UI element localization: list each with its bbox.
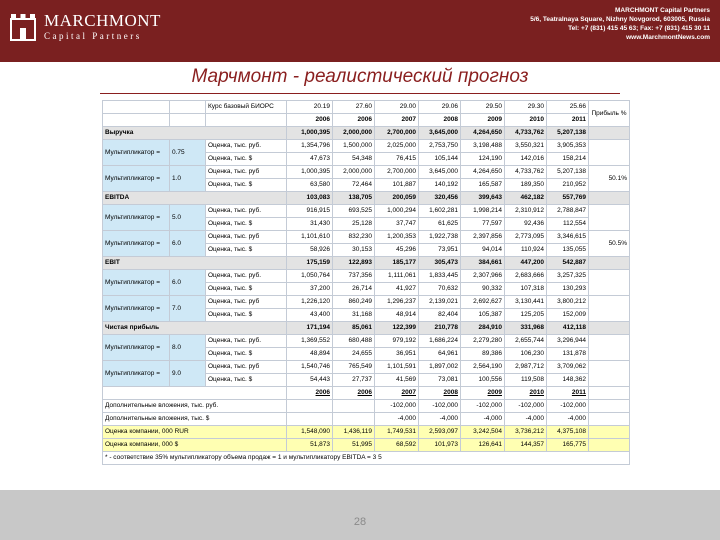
logo [10, 12, 161, 42]
contact-line: Tel: +7 (831) 415 45 63; Fax: +7 (831) 415 30 11 [568, 25, 710, 32]
valuation-value: 2,700,000 [375, 166, 419, 179]
cell [589, 322, 630, 335]
summary-year-row [103, 387, 630, 400]
growth-header: Прибыль % [589, 101, 630, 127]
valuation-value: 1,922,738 [419, 231, 461, 244]
metric-value: 412,118 [547, 322, 589, 335]
valuation-value: 189,350 [505, 179, 547, 192]
valuation-value: 130,293 [547, 283, 589, 296]
metric-value: 103,083 [287, 192, 333, 205]
metric-value: 210,778 [419, 322, 461, 335]
valuation-value: 1,354,796 [287, 140, 333, 153]
valuation-value: 135,055 [547, 244, 589, 257]
valuation-value: 107,318 [505, 283, 547, 296]
summary-value: -102,000 [547, 400, 589, 413]
valuation-value: 1,101,591 [375, 361, 419, 374]
metric-value: 557,769 [547, 192, 589, 205]
valuation-value: 2,692,627 [461, 296, 505, 309]
valuation-table [102, 100, 630, 465]
valuation-value: 70,632 [419, 283, 461, 296]
valuation-value: 64,961 [419, 348, 461, 361]
castle-icon [10, 13, 36, 41]
metric-value: 399,643 [461, 192, 505, 205]
growth-value [589, 296, 630, 322]
valuation-desc: Оценка, тыс. $ [206, 283, 287, 296]
metric-value: 85,061 [333, 322, 375, 335]
valuation-value: 54,443 [287, 374, 333, 387]
valuation-value: 916,915 [287, 205, 333, 218]
metric-value: 2,000,000 [333, 127, 375, 140]
valuation-value: 1,500,000 [333, 140, 375, 153]
valuation-value: 100,556 [461, 374, 505, 387]
valuation-value: 3,130,441 [505, 296, 547, 309]
valuation-value: 979,192 [375, 335, 419, 348]
valuation-value: 30,153 [333, 244, 375, 257]
metric-row [103, 127, 630, 140]
summary-value: -102,000 [505, 400, 547, 413]
valuation-value: 2,753,750 [419, 140, 461, 153]
multiplier-label: Мультипликатор = [103, 231, 170, 257]
summary-value: 4,375,108 [547, 426, 589, 439]
valuation-value: 3,645,000 [419, 166, 461, 179]
metric-value: 3,645,000 [419, 127, 461, 140]
footnote-row [103, 452, 630, 465]
metric-value: 175,159 [287, 257, 333, 270]
multiplier-label: Мультипликатор = [103, 361, 170, 387]
metric-value: 122,893 [333, 257, 375, 270]
multiplier-label: Мультипликатор = [103, 296, 170, 322]
valuation-value: 3,800,212 [547, 296, 589, 309]
valuation-value: 26,714 [333, 283, 375, 296]
summary-value: -4,000 [461, 413, 505, 426]
cell [589, 257, 630, 270]
summary-value [333, 400, 375, 413]
cell [206, 114, 287, 127]
valuation-desc: Оценка, тыс. руб. [206, 140, 287, 153]
cell [589, 192, 630, 205]
valuation-value: 3,257,325 [547, 270, 589, 283]
valuation-value: 210,952 [547, 179, 589, 192]
metric-value: 447,200 [505, 257, 547, 270]
metric-value: 138,705 [333, 192, 375, 205]
contact-line: www.MarchmontNews.com [626, 34, 710, 41]
multiplier-label: Мультипликатор = [103, 205, 170, 231]
multiplier-label: Мультипликатор = [103, 270, 170, 296]
year-header-row [103, 114, 630, 127]
metric-label: Чистая прибыль [103, 322, 287, 335]
year-header: 2007 [375, 114, 419, 127]
valuation-value: 48,894 [287, 348, 333, 361]
summary-label: Оценка компании, 000 RUR [103, 426, 287, 439]
rate-label: Курс базовый БИОРС [206, 101, 287, 114]
valuation-value: 2,788,847 [547, 205, 589, 218]
valuation-desc: Оценка, тыс. $ [206, 218, 287, 231]
year-header: 2009 [461, 114, 505, 127]
summary-value: 101,973 [419, 439, 461, 452]
multiplier-value: 1.0 [170, 166, 206, 192]
summary-year: 2006 [333, 387, 375, 400]
valuation-value: 3,905,353 [547, 140, 589, 153]
year-header: 2006 [333, 114, 375, 127]
valuation-desc: Оценка, тыс. $ [206, 153, 287, 166]
valuation-value: 765,549 [333, 361, 375, 374]
slide-title: Марчмонт - реалистический прогноз [191, 66, 529, 87]
valuation-row [103, 140, 630, 153]
metric-value: 284,910 [461, 322, 505, 335]
summary-row [103, 439, 630, 452]
rate-value: 27.60 [333, 101, 375, 114]
valuation-value: 94,014 [461, 244, 505, 257]
summary-value: 1,548,090 [287, 426, 333, 439]
valuation-value: 105,387 [461, 309, 505, 322]
summary-label: Оценка компании, 000 $ [103, 439, 287, 452]
valuation-value: 105,144 [419, 153, 461, 166]
valuation-value: 27,737 [333, 374, 375, 387]
valuation-value: 2,564,190 [461, 361, 505, 374]
cell [170, 114, 206, 127]
year-header: 2011 [547, 114, 589, 127]
valuation-value: 1,226,120 [287, 296, 333, 309]
summary-value: 51,995 [333, 439, 375, 452]
contact-line: 5/6, Teatralnaya Square, Nizhny Novgorod, 603005, Russia [530, 16, 710, 23]
metric-value: 2,700,000 [375, 127, 419, 140]
valuation-value: 72,464 [333, 179, 375, 192]
valuation-value: 89,386 [461, 348, 505, 361]
valuation-value: 31,430 [287, 218, 333, 231]
multiplier-label: Мультипликатор = [103, 335, 170, 361]
metric-value: 171,194 [287, 322, 333, 335]
summary-value: -4,000 [419, 413, 461, 426]
cell [589, 426, 630, 439]
valuation-value: 3,709,062 [547, 361, 589, 374]
valuation-value: 124,190 [461, 153, 505, 166]
valuation-value: 1,540,746 [287, 361, 333, 374]
valuation-desc: Оценка, тыс. руб [206, 296, 287, 309]
valuation-value: 2,655,744 [505, 335, 547, 348]
valuation-value: 37,747 [375, 218, 419, 231]
valuation-value: 54,348 [333, 153, 375, 166]
valuation-value: 2,987,712 [505, 361, 547, 374]
metric-value: 384,661 [461, 257, 505, 270]
valuation-value: 1,111,061 [375, 270, 419, 283]
metric-value: 5,207,138 [547, 127, 589, 140]
valuation-value: 860,249 [333, 296, 375, 309]
valuation-value: 3,550,321 [505, 140, 547, 153]
valuation-desc: Оценка, тыс. руб [206, 166, 287, 179]
valuation-value: 92,436 [505, 218, 547, 231]
valuation-value: 2,310,912 [505, 205, 547, 218]
cell [589, 400, 630, 413]
valuation-value: 31,168 [333, 309, 375, 322]
valuation-value: 2,139,021 [419, 296, 461, 309]
year-header: 2008 [419, 114, 461, 127]
metric-row [103, 192, 630, 205]
valuation-desc: Оценка, тыс. $ [206, 309, 287, 322]
valuation-desc: Оценка, тыс. $ [206, 179, 287, 192]
valuation-value: 693,525 [333, 205, 375, 218]
cell [589, 127, 630, 140]
rate-value: 20.19 [287, 101, 333, 114]
valuation-value: 2,279,280 [461, 335, 505, 348]
multiplier-value: 0.75 [170, 140, 206, 166]
valuation-value: 1,369,552 [287, 335, 333, 348]
exchange-rate-row [103, 101, 630, 114]
summary-value: 1,436,119 [333, 426, 375, 439]
summary-value [287, 400, 333, 413]
valuation-desc: Оценка, тыс. $ [206, 374, 287, 387]
metric-label: Выручка [103, 127, 287, 140]
summary-value: 3,242,504 [461, 426, 505, 439]
summary-value: -102,000 [461, 400, 505, 413]
valuation-value: 24,655 [333, 348, 375, 361]
valuation-desc: Оценка, тыс. руб. [206, 205, 287, 218]
valuation-value: 2,025,000 [375, 140, 419, 153]
valuation-value: 36,951 [375, 348, 419, 361]
summary-value: 144,357 [505, 439, 547, 452]
header-bar [0, 0, 720, 62]
valuation-row [103, 205, 630, 218]
valuation-value: 82,404 [419, 309, 461, 322]
valuation-value: 737,356 [333, 270, 375, 283]
valuation-value: 63,580 [287, 179, 333, 192]
valuation-value: 1,833,445 [419, 270, 461, 283]
cell [589, 439, 630, 452]
brand-subtitle: Capital Partners [44, 31, 142, 41]
valuation-value: 41,927 [375, 283, 419, 296]
valuation-value: 680,488 [333, 335, 375, 348]
valuation-value: 106,230 [505, 348, 547, 361]
valuation-row [103, 361, 630, 374]
valuation-desc: Оценка, тыс. руб. [206, 335, 287, 348]
multiplier-value: 7.0 [170, 296, 206, 322]
valuation-value: 3,346,615 [547, 231, 589, 244]
summary-year: 2009 [461, 387, 505, 400]
valuation-value: 73,951 [419, 244, 461, 257]
valuation-value: 61,625 [419, 218, 461, 231]
valuation-value: 1,200,353 [375, 231, 419, 244]
valuation-row [103, 166, 630, 179]
valuation-value: 1,998,214 [461, 205, 505, 218]
summary-year: 2008 [419, 387, 461, 400]
multiplier-value: 9.0 [170, 361, 206, 387]
metric-value: 331,968 [505, 322, 547, 335]
metric-label: EBITDA [103, 192, 287, 205]
valuation-value: 77,597 [461, 218, 505, 231]
rate-value: 29.30 [505, 101, 547, 114]
year-header: 2010 [505, 114, 547, 127]
summary-value: 3,736,212 [505, 426, 547, 439]
cell [103, 114, 170, 127]
cell [103, 101, 170, 114]
metric-value: 185,177 [375, 257, 419, 270]
summary-label: Дополнительные вложения, тыс. $ [103, 413, 287, 426]
valuation-value: 90,332 [461, 283, 505, 296]
valuation-value: 158,214 [547, 153, 589, 166]
cell [589, 387, 630, 400]
valuation-value: 48,914 [375, 309, 419, 322]
valuation-value: 1,000,395 [287, 166, 333, 179]
summary-value: 1,749,531 [375, 426, 419, 439]
valuation-value: 43,400 [287, 309, 333, 322]
valuation-value: 165,587 [461, 179, 505, 192]
summary-value: -102,000 [375, 400, 419, 413]
valuation-value: 73,081 [419, 374, 461, 387]
valuation-value: 148,362 [547, 374, 589, 387]
multiplier-label: Мультипликатор = [103, 166, 170, 192]
metric-row [103, 257, 630, 270]
valuation-value: 1,296,237 [375, 296, 419, 309]
valuation-value: 5,207,138 [547, 166, 589, 179]
growth-value: 50.5% [589, 231, 630, 257]
valuation-value: 41,569 [375, 374, 419, 387]
valuation-value: 4,733,762 [505, 166, 547, 179]
summary-value: 2,593,097 [419, 426, 461, 439]
valuation-value: 2,307,966 [461, 270, 505, 283]
valuation-value: 2,397,856 [461, 231, 505, 244]
multiplier-value: 8.0 [170, 335, 206, 361]
valuation-value: 131,878 [547, 348, 589, 361]
summary-year: 2011 [547, 387, 589, 400]
page-number: 28 [353, 516, 367, 528]
rate-value: 29.50 [461, 101, 505, 114]
valuation-value: 58,926 [287, 244, 333, 257]
multiplier-value: 5.0 [170, 205, 206, 231]
valuation-value: 37,200 [287, 283, 333, 296]
summary-label: Дополнительные вложения, тыс. руб. [103, 400, 287, 413]
metric-label: EBIT [103, 257, 287, 270]
rate-value: 25.66 [547, 101, 589, 114]
summary-value: 165,775 [547, 439, 589, 452]
rate-value: 29.00 [375, 101, 419, 114]
summary-value: -4,000 [547, 413, 589, 426]
footer-bar [0, 490, 720, 540]
multiplier-value: 6.0 [170, 231, 206, 257]
multiplier-label: Мультипликатор = [103, 140, 170, 166]
summary-value [333, 413, 375, 426]
valuation-desc: Оценка, тыс. руб [206, 361, 287, 374]
growth-value [589, 361, 630, 387]
summary-value: 51,873 [287, 439, 333, 452]
valuation-value: 152,009 [547, 309, 589, 322]
multiplier-value: 6.0 [170, 270, 206, 296]
valuation-row [103, 231, 630, 244]
year-header: 2006 [287, 114, 333, 127]
metric-value: 122,399 [375, 322, 419, 335]
valuation-value: 1,897,002 [419, 361, 461, 374]
summary-year: 2006 [287, 387, 333, 400]
valuation-value: 3,296,944 [547, 335, 589, 348]
valuation-value: 4,264,650 [461, 166, 505, 179]
cell [103, 387, 287, 400]
summary-row [103, 400, 630, 413]
valuation-value: 832,230 [333, 231, 375, 244]
valuation-value: 119,508 [505, 374, 547, 387]
valuation-value: 125,205 [505, 309, 547, 322]
valuation-value: 2,683,666 [505, 270, 547, 283]
summary-value: -4,000 [505, 413, 547, 426]
contact-line: MARCHMONT Capital Partners [615, 7, 710, 14]
growth-value [589, 335, 630, 361]
valuation-row [103, 296, 630, 309]
valuation-value: 110,924 [505, 244, 547, 257]
metric-value: 542,887 [547, 257, 589, 270]
valuation-desc: Оценка, тыс. руб. [206, 270, 287, 283]
metric-value: 4,733,762 [505, 127, 547, 140]
summary-value: 68,592 [375, 439, 419, 452]
summary-value [287, 413, 333, 426]
valuation-row [103, 270, 630, 283]
summary-row [103, 413, 630, 426]
rate-value: 29.06 [419, 101, 461, 114]
valuation-value: 47,673 [287, 153, 333, 166]
valuation-desc: Оценка, тыс. $ [206, 348, 287, 361]
metric-value: 4,264,650 [461, 127, 505, 140]
valuation-row [103, 335, 630, 348]
metric-value: 462,182 [505, 192, 547, 205]
summary-value: -102,000 [419, 400, 461, 413]
valuation-value: 2,773,095 [505, 231, 547, 244]
growth-value [589, 270, 630, 296]
valuation-value: 142,016 [505, 153, 547, 166]
valuation-value: 2,000,000 [333, 166, 375, 179]
brand-name: MARCHMONT [44, 11, 161, 30]
valuation-value: 45,296 [375, 244, 419, 257]
valuation-value: 1,050,764 [287, 270, 333, 283]
summary-row [103, 426, 630, 439]
metric-value: 320,456 [419, 192, 461, 205]
valuation-value: 101,887 [375, 179, 419, 192]
growth-value [589, 205, 630, 231]
valuation-value: 1,101,610 [287, 231, 333, 244]
metric-value: 200,059 [375, 192, 419, 205]
summary-year: 2010 [505, 387, 547, 400]
valuation-value: 25,128 [333, 218, 375, 231]
valuation-desc: Оценка, тыс. $ [206, 244, 287, 257]
contact-info [350, 6, 710, 42]
growth-value: 50.1% [589, 166, 630, 192]
valuation-value: 1,000,294 [375, 205, 419, 218]
metric-row [103, 322, 630, 335]
valuation-value: 76,415 [375, 153, 419, 166]
valuation-value: 1,686,224 [419, 335, 461, 348]
valuation-value: 3,198,488 [461, 140, 505, 153]
valuation-value: 140,192 [419, 179, 461, 192]
metric-value: 1,000,395 [287, 127, 333, 140]
metric-value: 305,473 [419, 257, 461, 270]
cell [589, 413, 630, 426]
valuation-value: 112,554 [547, 218, 589, 231]
summary-year: 2007 [375, 387, 419, 400]
growth-value [589, 140, 630, 166]
summary-value: -4,000 [375, 413, 419, 426]
valuation-value: 1,602,281 [419, 205, 461, 218]
valuation-desc: Оценка, тыс. руб [206, 231, 287, 244]
footnote: * - соответствие 35% мультипликатору объема продаж = 1 и мультипликатору EBITDA = 3 5 [103, 452, 630, 465]
title-underline [100, 93, 620, 94]
cell [170, 101, 206, 114]
summary-value: 126,641 [461, 439, 505, 452]
